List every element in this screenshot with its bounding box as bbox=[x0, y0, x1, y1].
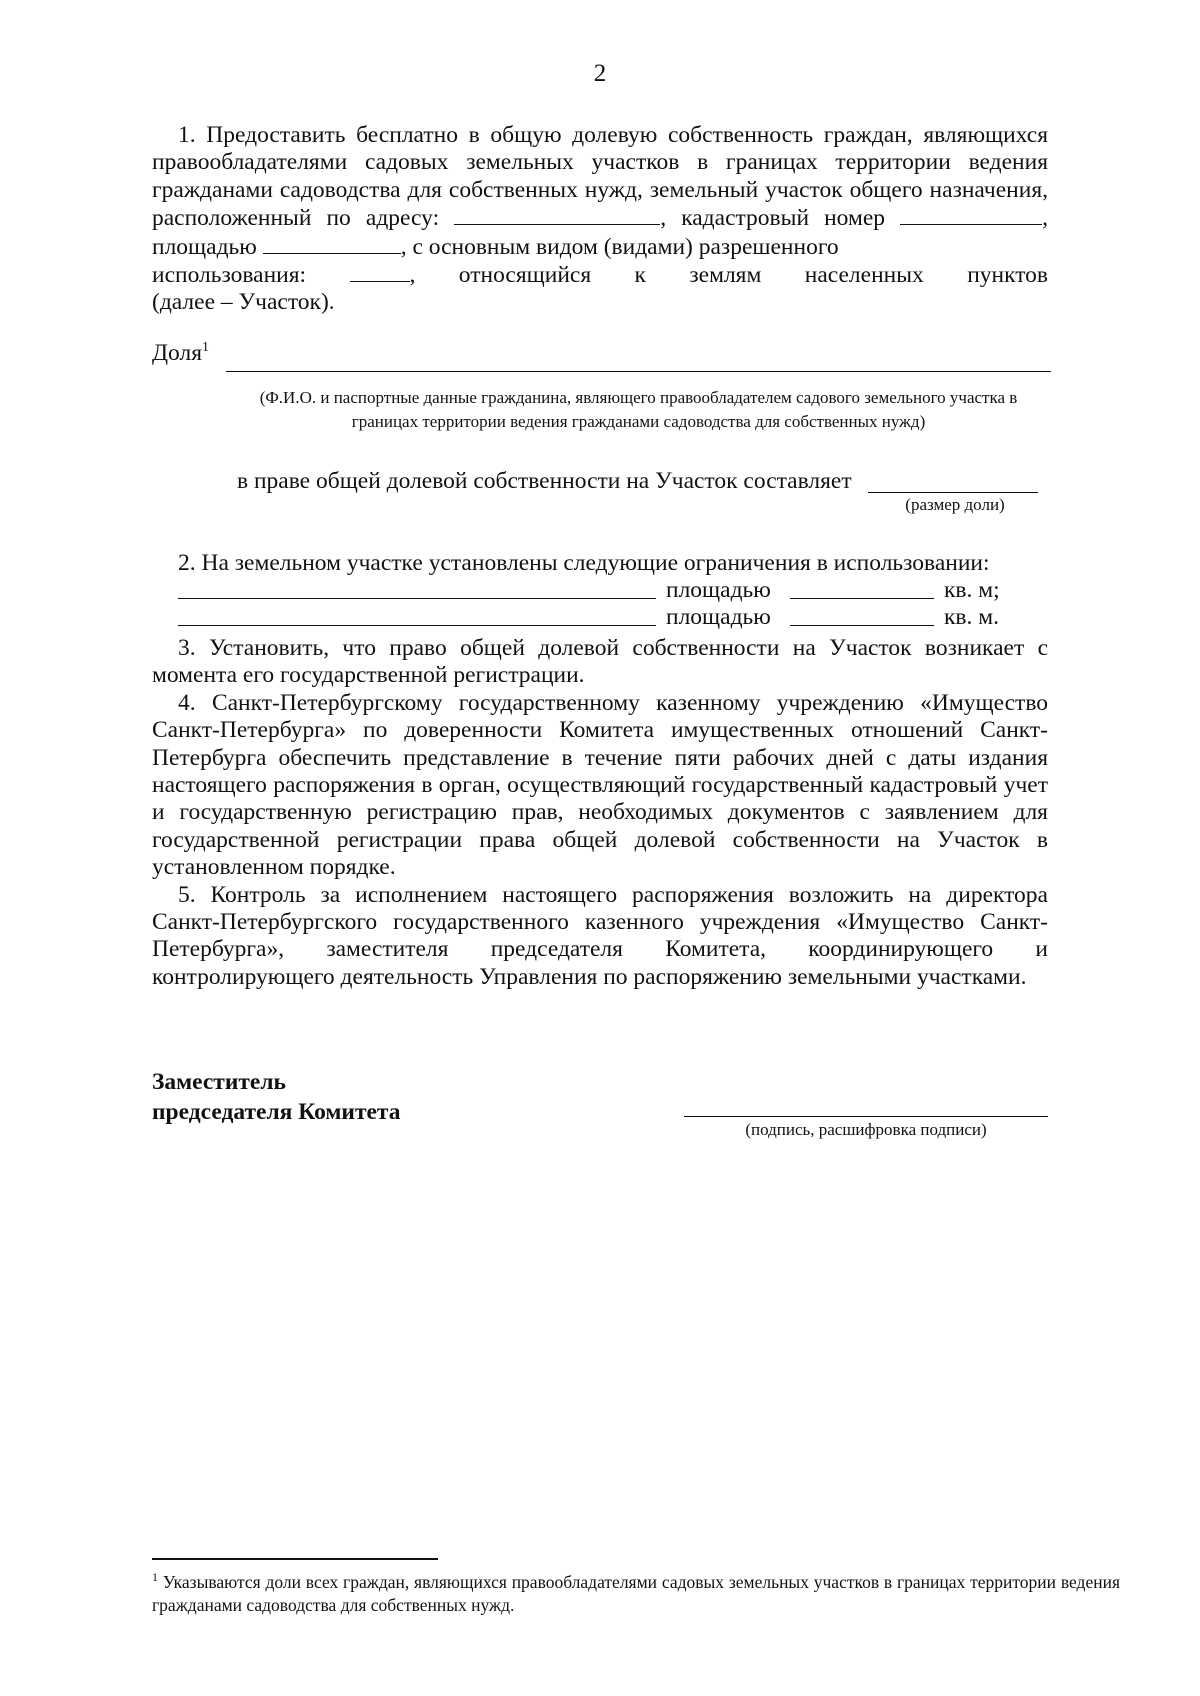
clause-1-line-use bbox=[152, 261, 1048, 289]
restriction-unit: кв. м; bbox=[944, 577, 1000, 603]
footnote bbox=[152, 1566, 1120, 1617]
restriction-area-blank bbox=[790, 625, 934, 626]
cadastral-number-blank bbox=[900, 204, 1042, 225]
restriction-row bbox=[178, 578, 1048, 605]
restriction-row bbox=[178, 605, 1048, 632]
signer-title-line-1: Заместитель bbox=[152, 1069, 286, 1095]
clause-1-part-6: , относящийся к землям населенных пунктов bbox=[409, 262, 1049, 289]
signature-caption: (подпись, расшифровка подписи) bbox=[745, 1120, 987, 1139]
clauses-3-5 bbox=[152, 635, 1048, 991]
address-blank bbox=[454, 204, 660, 225]
share-amount-caption: (размер доли) bbox=[905, 495, 1005, 514]
clause-1-part-2: , кадастровый номер bbox=[660, 205, 886, 232]
restriction-area-label: площадью bbox=[666, 604, 771, 630]
share-label bbox=[152, 340, 209, 367]
clause-3: 3. Установить, что право общей долевой собственности на Участок возникает с момента его государственной регистрации. bbox=[152, 635, 1048, 689]
restriction-area-label: площадью bbox=[666, 577, 771, 603]
clause-1 bbox=[152, 122, 1048, 317]
clause-1-part-1: 1. Предоставить бесплатно в общую долевую собственность граждан, являющихся правообладателями садовых земельных участков в границах территории ведения гражданами садоводства для собственных нужд, земельный участок общего назначения, расположенный по адресу: bbox=[152, 122, 1048, 232]
footnote-mark: 1 bbox=[152, 1570, 158, 1584]
footnote-reference: 1 bbox=[202, 340, 210, 356]
clause-1-text bbox=[152, 122, 1048, 261]
signature-blank bbox=[684, 1116, 1048, 1117]
clause-2 bbox=[152, 550, 1048, 577]
clause-1-part-7: (далее – Участок). bbox=[152, 289, 335, 316]
share-amount-blank bbox=[868, 492, 1038, 493]
clause-5: 5. Контроль за исполнением настоящего распоряжения возложить на директора Санкт-Петербургского государственного казенного учреждения «Имущество Санкт-Петербурга», заместителя председателя Комитета, координирующего и контролирующего деятельность Управления по распоряжению земельными участками. bbox=[152, 881, 1048, 990]
restriction-blank bbox=[178, 598, 656, 599]
clause-1-part-4: , с основным видом (видами) разрешенного bbox=[400, 233, 839, 260]
area-blank bbox=[263, 233, 401, 254]
clause-1-part-3: , площадью bbox=[152, 205, 1049, 260]
share-label-text: Доля bbox=[152, 340, 203, 366]
share-amount-text: в праве общей долевой собственности на Участок составляет bbox=[237, 468, 852, 494]
signer-title bbox=[152, 1067, 401, 1127]
footnote-separator bbox=[152, 1558, 438, 1560]
page-number: 2 bbox=[593, 60, 607, 87]
signer-title-line-2: председателя Комитета bbox=[152, 1099, 401, 1125]
restriction-unit: кв. м. bbox=[944, 604, 1000, 630]
owner-name-blank bbox=[226, 371, 1051, 372]
footnote-text: Указываются доли всех граждан, являющихся правообладателями садовых земельных участков в границах территории ведения гражданами садоводства для собственных нужд. bbox=[152, 1571, 1120, 1615]
restriction-blank bbox=[178, 625, 656, 626]
clause-4: 4. Санкт-Петербургскому государственному казенному учреждению «Имущество Санкт-Петербурга» по доверенности Комитета имущественных отношений Санкт-Петербурга обеспечить представление в течение пяти рабочих дней с даты издания настоящего распоряжения в орган, осуществляющий государственный кадастровый учет и государственную регистрацию прав, необходимых документов с заявлением для государственной регистрации права общей долевой собственности на Участок в установленном порядке. bbox=[152, 689, 1048, 881]
clause-1-part-5: использования: bbox=[152, 262, 307, 289]
restriction-area-blank bbox=[790, 598, 934, 599]
clause-2-text: 2. На земельном участке установлены следующие ограничения в использовании: bbox=[178, 550, 990, 576]
owner-caption: (Ф.И.О. и паспортные данные гражданина, являющего правообладателем садового земельного участка в границах территории ведения гражданами садоводства для собственных нужд) bbox=[259, 388, 1018, 431]
permitted-use-blank bbox=[350, 261, 410, 282]
